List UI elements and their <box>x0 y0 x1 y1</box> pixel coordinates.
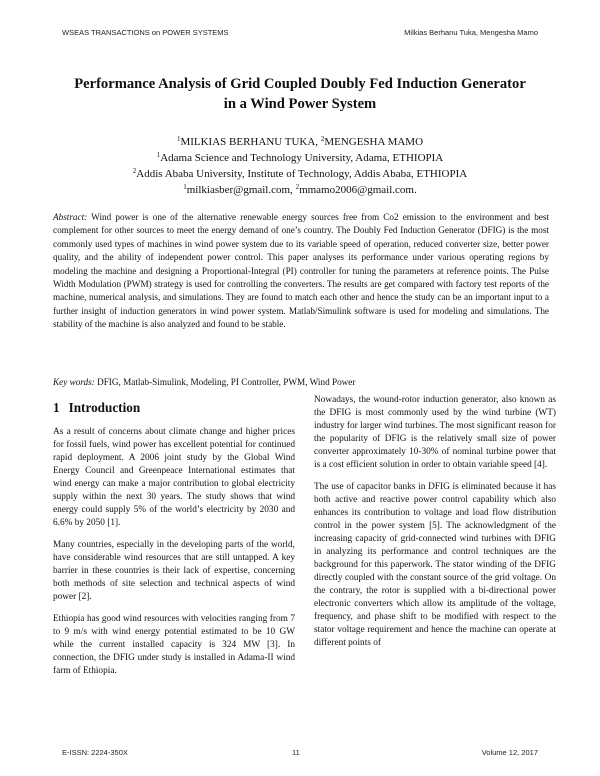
footer-issn: E-ISSN: 2224-350X <box>62 748 128 757</box>
running-header-authors: Milkias Berhanu Tuka, Mengesha Mamo <box>404 28 538 37</box>
affiliation-mark: 1 <box>176 135 181 143</box>
left-column <box>53 394 295 686</box>
affiliation-mark: 2 <box>132 167 137 175</box>
affiliation-mark: 1 <box>156 151 161 159</box>
paper-title-line-2: in a Wind Power System <box>223 96 377 112</box>
section-number: 1 <box>53 400 60 415</box>
section-title: Introduction <box>68 400 141 415</box>
email-2[interactable]: mmamo2006@gmail.com. <box>299 184 417 196</box>
author-name-1: MILKIAS BERHANU TUKA, <box>180 136 321 148</box>
author-block <box>40 134 560 198</box>
abstract <box>53 211 549 332</box>
right-column <box>314 394 556 659</box>
author-name-2: MENGESHA MAMO <box>324 136 424 148</box>
paper-title-line-1: Performance Analysis of Grid Coupled Doubly Fed Induction Generator <box>74 76 526 92</box>
paper-title <box>40 74 560 114</box>
affiliation-mark: 2 <box>320 135 325 143</box>
paragraph: The use of capacitor banks in DFIG is eliminated because it has both active and reactive power control capability which also enhances its contribution to voltage and load flow distribution control in the power system [5]. The acknowledgment of the increasing capacity of grid-connected wind turbines with DFIG in analyzing its performance and control techniques are the background for this paperwork. The stator winding of the DFIG directly coupled with the constant source of the grid voltage. On the contrary, the rotor is supplied with a bi-directional power electronic converters which allow its amplitude of the voltage, frequency, and phase shift to be modified with respect to the stator voltage requirement and hence the machine can operate at different points of <box>314 481 556 649</box>
keywords-label: Key words: <box>53 377 95 387</box>
paragraph: Many countries, especially in the developing parts of the world, have considerable wind resources that are still untapped. A key barrier in these countries is their lack of expertise, concerning both methods of site selection and technical aspects of wind power [2]. <box>53 539 295 603</box>
email-1[interactable]: milkiasber@gmail.com, <box>186 184 296 196</box>
paragraph: As a result of concerns about climate change and higher prices for fossil fuels, wind power has excellent potential for continued rapid deployment. A 2006 joint study by the Global Wind Energy Council and Greenpeace International estimates that wind energy can make a major contribution to global electricity supply within the next 30 years. The study shows that wind energy could supply 5% of the world’s electricity by 2030 and 6.6% by 2050 [1]. <box>53 427 295 529</box>
keywords-text: DFIG, Matlab-Simulink, Modeling, PI Controller, PWM, Wind Power <box>94 377 356 387</box>
author-names <box>40 134 560 150</box>
footer-volume: Volume 12, 2017 <box>481 748 538 757</box>
affiliation-mark: 1 <box>183 183 187 191</box>
page-number: 11 <box>292 748 300 757</box>
paragraph: Ethiopia has good wind resources with velocities ranging from 7 to 9 m/s with wind energy potential estimated to be 10 GW while the current installed capacity is 324 MW [3]. In connection, the DFIG under study is installed in Adama-II wind farm of Ethiopia. <box>53 613 295 676</box>
affiliation-2 <box>40 166 560 182</box>
abstract-text: Wind power is one of the alternative renewable energy sources free from Co2 emission to the environment and best complement for other sources to meet the energy demand of one’s country. The Doubly Fed Induction Generator (DFIG) is the most commonly used types of machines in wind power system due to its variable speed of operation, reduced converter size, better power quality, and the ability of independent power control. This paper analyses its performance under various operating regions by modeling the machine and designing a Proportional-Integral (PI) controller for tuning the parameters at reference points. The Pulse Width Modulation (PWM) strategy is used for controlling the converters. The results are get compared with factory test reports of the machine, numerical analysis, and simulations. They are found to match each other and hence the study can be an important input to a further insight of induction generators in wind power system. Matlab/Simulink software is used for modeling and simulations. The stability of the machine is also analyzed and found to be stable. <box>53 212 549 330</box>
author-emails <box>40 182 560 198</box>
affiliation-1 <box>40 150 560 166</box>
section-heading <box>53 399 295 417</box>
running-header-journal: WSEAS TRANSACTIONS on POWER SYSTEMS <box>62 28 229 37</box>
paragraph: Nowadays, the wound-rotor induction generator, also known as the DFIG is most commonly used by the wind turbine (WT) industry for larger wind turbines. The most significant reason for the popularity of DFIG is the relatively small size of power converter approximately 10-30% of nominal turbine power that is a cost efficient solution in order to obtain variable speed [4]. <box>314 395 556 471</box>
keywords <box>53 376 549 389</box>
affiliation-1-text: Adama Science and Technology University, Adama, ETHIOPIA <box>160 152 444 164</box>
affiliation-mark: 2 <box>295 183 300 191</box>
abstract-label: Abstract: <box>53 212 88 222</box>
affiliation-2-text: Addis Ababa University, Institute of Technology, Addis Ababa, ETHIOPIA <box>136 168 468 180</box>
